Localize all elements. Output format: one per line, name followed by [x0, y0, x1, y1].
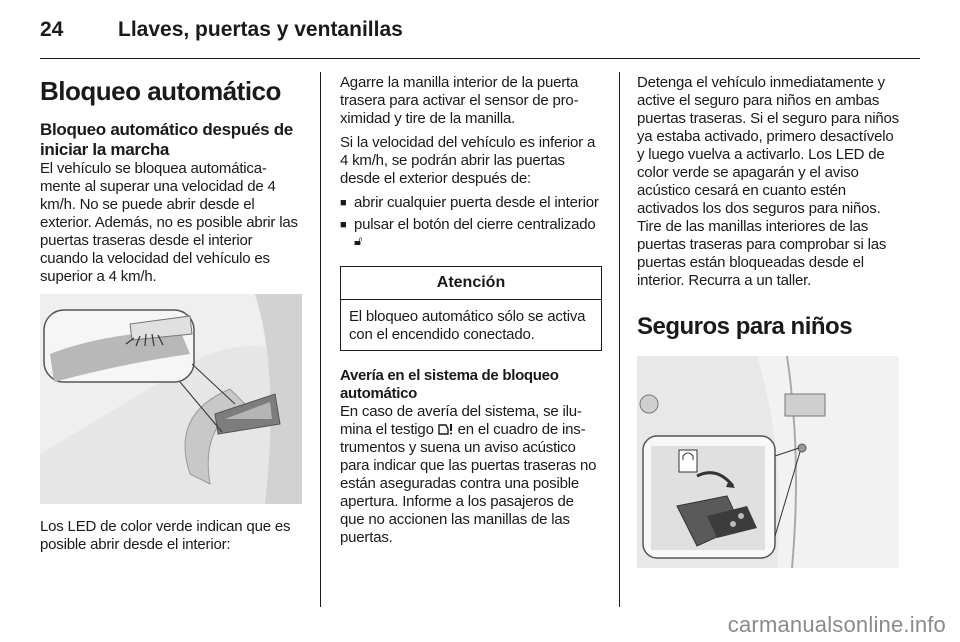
lock-icon: 🔓︎: [354, 233, 363, 248]
section-title: Seguros para niños: [637, 313, 853, 340]
attention-box: [340, 266, 602, 351]
paragraph: Agarre la manilla interior de la puerta trasera para activar el sensor de proximidad y tire de la manilla.: [340, 74, 579, 127]
bullet-list: [340, 194, 602, 252]
child-lock-illustration: [637, 356, 899, 568]
door-handle-illustration: [40, 294, 302, 504]
header-divider: [40, 58, 920, 59]
paragraph: En caso de avería del sistema, se ilumina el testigo en el cuadro de instrumentos y suena un aviso acústico para indicar que las puertas traseras no están aseguradas contra una posible apertura. Informe a los pasajeros de que no accionen las manillas de las puertas.: [340, 403, 597, 546]
list-item: ■ pulsar el botón del cierre centralizado 🔓︎: [340, 216, 602, 252]
door-warning-icon: [438, 421, 454, 438]
paragraph: Los LED de color verde indican que es posible abrir desde el interior:: [40, 518, 291, 553]
column-divider: [320, 72, 321, 607]
section-title: Bloqueo automático: [40, 76, 281, 106]
attention-text: El bloqueo automático sólo se activa con el encendido conectado.: [349, 308, 586, 343]
paragraph: Si la velocidad del vehículo es inferior a 4 km/h, se podrán abrir las puertas desde el exterior después de:: [340, 134, 596, 187]
page-number: 24: [40, 18, 64, 41]
paragraph: El vehículo se bloquea automáticamente al superar una velocidad de 4 km/h. No se puede abrir desde el exterior. Además, no es posible abrir las puertas traseras desde el interior cuando la velocidad del vehículo es superior a 4 km/h.: [40, 160, 298, 285]
subsection-title: Avería en el sistema de bloqueo automático: [340, 367, 559, 402]
paragraph: Detenga el vehículo inmediatamente y active el seguro para niños en ambas puertas traseras. Si el seguro para niños ya estaba activado, primero desactívelo y luego vuelva a activarlo. Los LED de color verde se apagarán y el aviso acústico cesará en cuanto estén activados los dos seguros para niños. Tire de las manillas interiores de las puertas traseras para comprobar si las puertas están bloqueadas desde el interior. Recurra a un taller.: [637, 74, 899, 289]
watermark: carmanualsonline.info: [727, 612, 946, 637]
attention-title: Atención: [341, 267, 601, 300]
column-2: [340, 74, 602, 553]
column-3: [637, 74, 901, 568]
column-divider: [619, 72, 620, 607]
page-header: [40, 14, 920, 46]
subsection-title: Bloqueo automático después de iniciar la marcha: [40, 120, 293, 159]
column-1: [40, 74, 302, 560]
chapter-title: Llaves, puertas y ventanillas: [118, 18, 403, 41]
list-item: ■ abrir cualquier puerta desde el interior: [340, 194, 602, 212]
